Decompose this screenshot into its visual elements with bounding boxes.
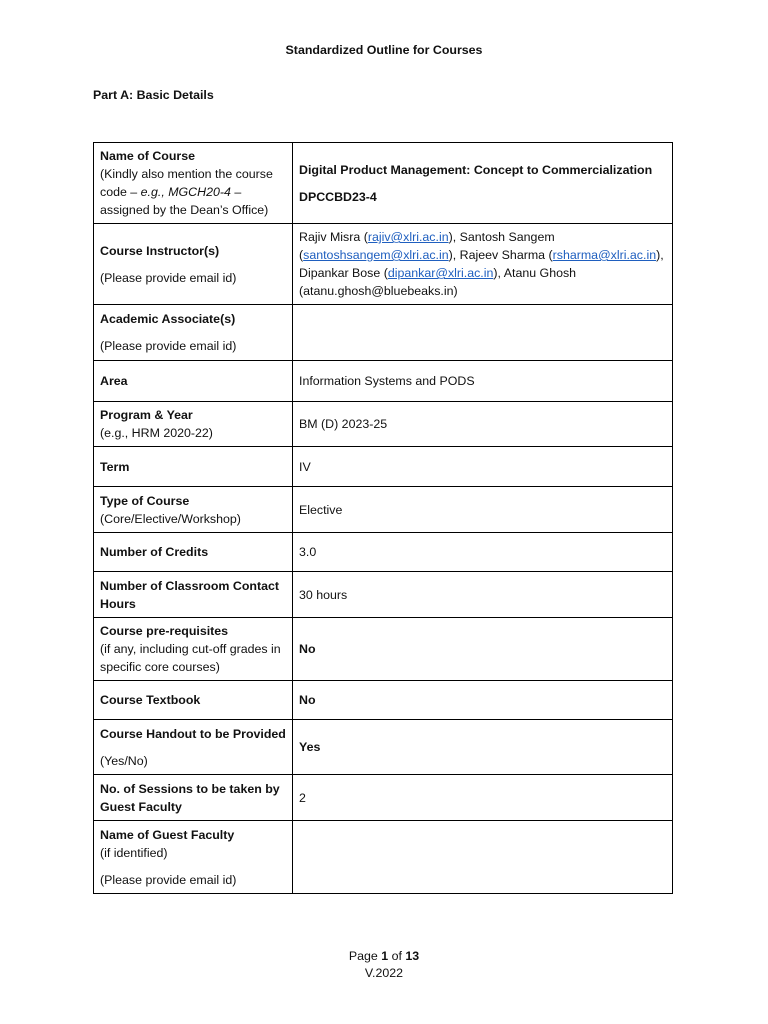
row-label: Academic Associate(s) [100, 312, 236, 326]
course-name-value: Digital Product Management: Concept to Commercialization [299, 162, 653, 177]
value-cell: Elective [293, 487, 673, 533]
value-cell [293, 305, 673, 361]
label-cell [94, 487, 293, 533]
table-row [94, 224, 673, 305]
version-label: V.2022 [364, 966, 404, 980]
row-note: (Core/Elective/Workshop) [100, 511, 241, 526]
row-note: (Please provide email id) [100, 270, 237, 285]
page-footer [0, 948, 768, 982]
table-row [94, 487, 673, 533]
table-row [94, 618, 673, 681]
table-row [94, 572, 673, 618]
label-cell [94, 143, 293, 224]
row-note: (if identified) [100, 845, 168, 860]
label-cell [94, 821, 293, 894]
page-number [0, 948, 768, 965]
table-row [94, 402, 673, 447]
label-cell [94, 402, 293, 447]
value-cell: 30 hours [293, 572, 673, 618]
row-label: Number of Credits [100, 545, 209, 559]
email-link[interactable]: dipankar@xlri.ac.in [387, 266, 494, 280]
table-row [94, 775, 673, 821]
row-label: Number of Classroom Contact Hours [100, 578, 279, 611]
value-cell: IV [293, 447, 673, 487]
label-cell [94, 447, 293, 487]
table-row [94, 305, 673, 361]
row-note: (Yes/No) [100, 753, 148, 768]
instructor-text: ), Santosh Sangem ( [299, 230, 555, 262]
value-cell: Information Systems and PODS [293, 361, 673, 402]
row-note: (e.g., HRM 2020-22) [100, 426, 213, 440]
row-note: (if any, including cut-off grades in specific core courses) [100, 642, 281, 674]
of-word: of [388, 949, 406, 963]
course-code-value: DPCCBD23-4 [299, 189, 377, 204]
value-cell: No [293, 681, 673, 720]
value-cell [293, 143, 673, 224]
label-cell [94, 720, 293, 775]
label-cell [94, 224, 293, 305]
note-text: (Kindly also mention the course code – [100, 167, 273, 199]
label-cell [94, 775, 293, 821]
page-word: Page [348, 949, 382, 963]
table-row [94, 361, 673, 402]
row-label: Area [100, 374, 128, 388]
instructor-text: ), Rajeev Sharma ( [448, 248, 553, 262]
instructor-text: ), Atanu Ghosh (atanu.ghosh@bluebeaks.in) [299, 266, 577, 298]
table-row [94, 447, 673, 487]
table-row [94, 681, 673, 720]
document-title: Standardized Outline for Courses [285, 43, 483, 57]
table-row [94, 533, 673, 572]
row-label: Term [100, 459, 130, 474]
label-cell [94, 361, 293, 402]
row-label: Course Handout to be Provided [100, 726, 286, 741]
table-row [94, 720, 673, 775]
label-cell [94, 572, 293, 618]
email-link[interactable]: rajiv@xlri.ac.in [367, 230, 449, 244]
value-cell: No [293, 618, 673, 681]
row-note [100, 165, 286, 219]
instructor-text: ), Dipankar Bose ( [299, 248, 664, 280]
label-cell [94, 681, 293, 720]
row-note: (Please provide email id) [100, 339, 237, 353]
table-row [94, 821, 673, 894]
note-text: – assigned by the Dean’s Office) [100, 185, 269, 217]
table-row [94, 143, 673, 224]
row-label: Course pre-requisites [100, 624, 229, 638]
label-cell [94, 618, 293, 681]
row-label: No. of Sessions to be taken by Guest Faculty [100, 781, 280, 814]
row-label: Program & Year [100, 408, 193, 422]
row-label: Name of Guest Faculty [100, 827, 235, 842]
value-cell: BM (D) 2023-25 [293, 402, 673, 447]
label-cell [94, 533, 293, 572]
email-link[interactable]: santoshsangem@xlri.ac.in [303, 248, 449, 262]
value-cell [293, 224, 673, 305]
row-label: Course Instructor(s) [100, 243, 220, 258]
row-label: Name of Course [100, 149, 196, 163]
row-label: Type of Course [100, 493, 190, 508]
value-cell: 2 [293, 775, 673, 821]
part-heading: Part A: Basic Details [93, 88, 214, 102]
total-pages: 13 [405, 949, 420, 963]
value-cell [293, 821, 673, 894]
email-link[interactable]: rsharma@xlri.ac.in [552, 248, 657, 262]
course-outline-table [93, 142, 673, 894]
row-note: (Please provide email id) [100, 872, 237, 887]
instructor-text: Rajiv Misra ( [299, 230, 368, 244]
row-label: Course Textbook [100, 693, 201, 707]
note-example: e.g., MGCH20-4 [140, 185, 231, 199]
value-cell: Yes [293, 720, 673, 775]
label-cell [94, 305, 293, 361]
current-page: 1 [381, 949, 389, 963]
value-cell: 3.0 [293, 533, 673, 572]
